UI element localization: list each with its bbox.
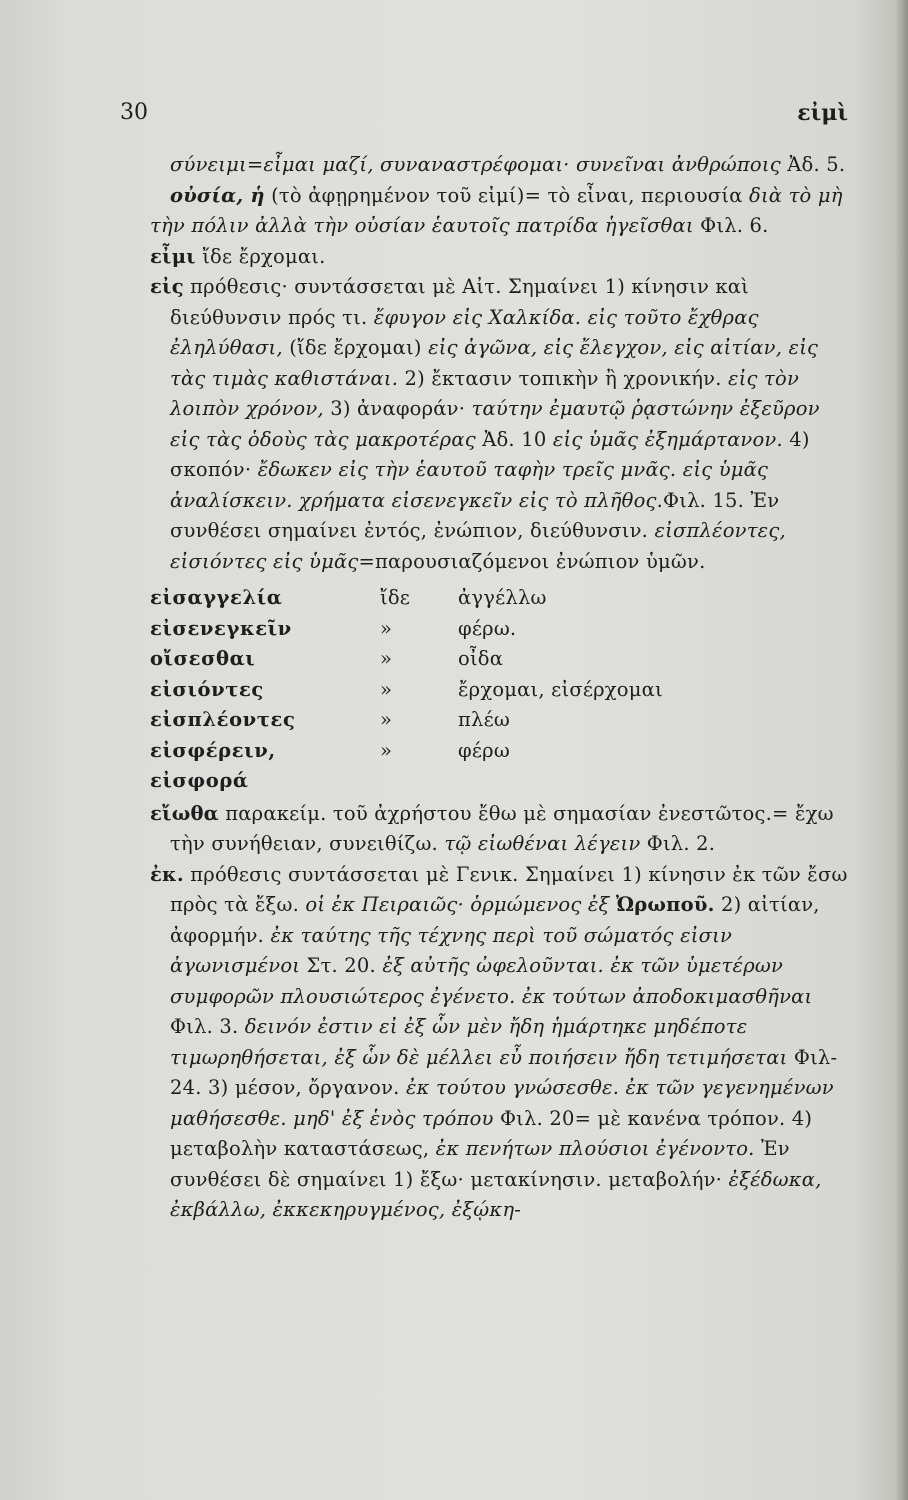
citation: Φιλ. 3.: [170, 1015, 245, 1038]
quotation: εἰς ὑμᾶς ἐξημάρτανον.: [552, 427, 783, 451]
headword: εἰς: [150, 275, 184, 298]
cross-ref-mark: »: [380, 677, 393, 701]
definition: πρόθεσις συντάσσεται μὲ Γενικ. Σημαίνει 1) κίνησιν ἐκ τῶν ἔσω πρὸς τὰ ἔξω.: [170, 862, 848, 916]
definition: Φιλ. 20= μὲ κανένα τρόπον. 4) μεταβολὴν καταστάσεως,: [170, 1106, 813, 1160]
definition: 4) σκοπόν·: [170, 427, 810, 481]
definition: =παρουσιαζόμενοι ἐνώπιον ὑμῶν.: [358, 549, 706, 573]
quotation: ἐκ ταύτης τῆς τέχνης περὶ τοῦ σώματός εἰσιν ἀγωνισμένοι: [170, 923, 732, 977]
definition: 3) ἀναφοράν·: [323, 397, 472, 420]
definition: Φιλ- 24. 3) μέσον, ὄργανον.: [170, 1045, 838, 1099]
quotation: διὰ τὸ μὴ τὴν πόλιν ἀλλὰ τὴν οὐσίαν ἑαυτοῖς πατρίδα ἡγεῖσθαι: [150, 183, 843, 237]
quotation: τῷ εἰωθέναι λέγειν: [444, 832, 641, 855]
citation: Φιλ. 2.: [640, 832, 716, 855]
citation: Στ. 20.: [300, 954, 383, 977]
headword: οὐσία, ἡ: [170, 183, 265, 207]
quotation: εἰς τὸν λοιπὸν χρόνον,: [170, 366, 800, 420]
quotation: ἐξ αὐτῆς ὠφελοῦνται. ἐκ τῶν ὑμετέρων συμφορῶν πλουσιώτερος ἐγένετο. ἐκ τούτων ἀποδοκιμασθῆναι: [170, 954, 813, 1008]
quotation: ἐκ πενήτων πλούσιοι ἐγένοντο.: [435, 1137, 755, 1160]
definition: (τὸ ἀφῃρημένον τοῦ εἰμί)= τὸ εἶναι, περιουσία: [264, 183, 750, 207]
quotation: δεινόν ἐστιν εἰ ἐξ ὧν μὲν ἤδη ἡμάρτηκε μηδέποτε τιμωρηθήσεται, ἐξ ὧν δὲ μέλλει εὖ ποιήσειν ἤδη τετιμήσεται: [170, 1015, 788, 1069]
running-head: εἰμὶ: [797, 100, 848, 126]
definition: 2) αἰτίαν, ἀφορμήν.: [170, 893, 820, 947]
quotation: ἐξέδωκα, ἐκβάλλω, ἐκκεκηρυγμένος, ἐξῴκη-: [170, 1167, 822, 1221]
definition: 2) ἔκτασιν τοπικὴν ἢ χρονικήν.: [398, 366, 729, 390]
entry-ousia: [150, 181, 850, 242]
cross-ref-row: [150, 675, 663, 706]
cross-ref-mark: ἴδε: [380, 586, 411, 609]
definition: =εἶμαι μαζί, συναναστρέφομαι·: [246, 153, 576, 176]
quotation: ἔφυγον εἰς Χαλκίδα. εἰς τοῦτο ἔχθρας ἐληλύθασι,: [170, 305, 759, 359]
entry-ek: [150, 860, 850, 1226]
citation: Ἀδ. 10: [475, 427, 553, 451]
page-edge: [894, 0, 908, 1500]
quotation: εἰσπλέοντες, εἰσιόντες εἰς ὑμᾶς: [170, 519, 786, 573]
cross-ref-target: φέρω: [458, 738, 510, 762]
definition: ἴδε ἔρχομαι.: [195, 244, 326, 268]
cross-ref-row: [150, 583, 663, 614]
definition: παρακείμ. τοῦ ἀχρήστου ἔθω μὲ σημασίαν ἐνεστῶτος.= ἔχω τὴν συνήθειαν, συνειθίζω.: [170, 801, 834, 855]
entry-syneimi: [150, 150, 850, 181]
quotation: συνεῖναι ἀνθρώποις: [575, 153, 781, 176]
cross-ref-word: εἰσιόντες: [150, 677, 264, 701]
cross-ref-target: φέρω.: [458, 616, 517, 640]
quotation: ταύτην ἐμαυτῷ ῥᾳστώνην ἐξεῦρον εἰς τὰς ὁδοὺς τὰς μακροτέρας: [170, 397, 820, 451]
cross-ref-row: [150, 705, 663, 736]
quotation: οἱ ἐκ Πειραιῶς· ὁρμώμενος ἐξ: [305, 893, 616, 916]
cross-ref-word: εἰσπλέοντες: [150, 708, 296, 731]
entry-eis: [150, 272, 850, 577]
cross-ref-target: οἶδα: [458, 647, 504, 670]
cross-ref-word: εἰσφέρειν, εἰσφορά: [150, 738, 276, 792]
definition: Ἐν συνθέσει δὲ σημαίνει 1) ἔξω· μετακίνησιν. μεταβολήν·: [170, 1137, 790, 1191]
cross-ref-mark: »: [380, 708, 393, 731]
dictionary-text: [150, 150, 850, 1226]
definition: (ἴδε ἔρχομαι): [282, 336, 429, 359]
cross-ref-mark: »: [380, 647, 393, 670]
cross-ref-word: οἴσεσθαι: [150, 647, 256, 670]
headword: εἶμι: [150, 244, 196, 268]
entry-eimi: [150, 242, 850, 273]
cross-ref-word: εἰσενεγκεῖν: [150, 616, 292, 640]
cross-reference-list: [150, 583, 663, 797]
cross-ref-target: ἀγγέλλω: [458, 586, 547, 609]
entry-eiotha: [150, 799, 850, 860]
cross-ref-mark: »: [380, 738, 393, 762]
place-name: Ὠρωποῦ.: [615, 893, 715, 916]
cross-ref-target: ἔρχομαι, εἰσέρχομαι: [458, 677, 663, 701]
quotation: ἔδωκεν εἰς τὴν ἑαυτοῦ ταφὴν τρεῖς μνᾶς. εἰς ὑμᾶς ἀναλίσκειν. χρήματα εἰσενεγκεῖν εἰς τὸ πλῆθος.: [170, 458, 769, 512]
cross-ref-word: εἰσαγγελία: [150, 586, 283, 609]
page-header: [120, 100, 848, 130]
cross-ref-row: [150, 614, 663, 645]
headword: σύνειμι: [170, 153, 247, 176]
page-number: 30: [120, 100, 148, 125]
quotation: εἰς ἀγῶνα, εἰς ἔλεγχον, εἰς αἰτίαν, εἰς τὰς τιμὰς καθιστάναι.: [170, 336, 819, 390]
headword: ἐκ.: [150, 862, 184, 886]
headword: εἴωθα: [150, 801, 219, 825]
cross-ref-row: [150, 644, 663, 675]
definition: πρόθεσις· συντάσσεται μὲ Αἰτ. Σημαίνει 1) κίνησιν καὶ διεύθυνσιν πρός τι.: [170, 275, 750, 329]
quotation: ἐκ τούτου γνώσεσθε. ἐκ τῶν γεγενημένων μαθήσεσθε. μηδ' ἐξ ἑνὸς τρόπου: [170, 1076, 834, 1130]
citation: Ἀδ. 5.: [780, 153, 846, 176]
cross-ref-row: [150, 736, 663, 797]
cross-ref-target: πλέω: [458, 708, 510, 731]
cross-ref-mark: »: [380, 616, 393, 640]
definition: Φιλ. 15. Ἐν συνθέσει σημαίνει ἐντός, ἐνώπιον, διεύθυνσιν.: [170, 488, 780, 542]
citation: Φιλ. 6.: [693, 214, 769, 237]
